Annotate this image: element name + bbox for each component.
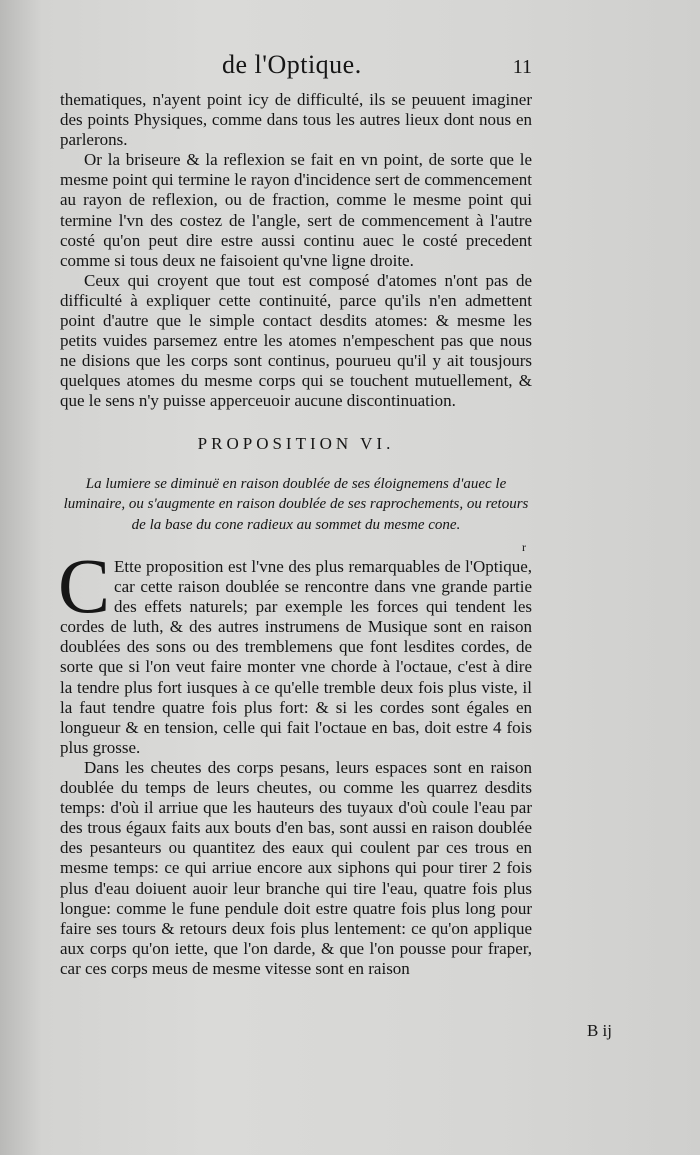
running-title: de l'Optique. (222, 50, 362, 79)
proposition-heading: PROPOSITION VI. (197, 433, 395, 453)
paragraph-refraction: Or la briseure & la reflexion se fait en vn point, de sorte que le mesme point qui termine le rayon d'incidence sert de commencement au rayon de reflexion, ou de fraction, comme le mesme point qui termine l'vn des costez de l'angle, sert de commencement à l'autre costé qu'on peut dire estre aussi continu auec le costé precedent comme si tous deux ne faisoient qu'vne ligne droite. (60, 150, 532, 270)
drop-cap: C (58, 542, 111, 629)
margin-mark: r (522, 540, 526, 554)
paragraph-atoms: Ceux qui croyent que tout est composé d'atomes n'ont pas de difficulté à expliquer cette continuité, parce qu'ils n'en admettent point d'autre que le simple contact desdits atomes: & mesme les petits vuides parsemez entre les atomes n'empeschent pas que nous ne disions que les corps sont continus, pourueu qu'il y ait tousjours quelques atomes du mesme corps qui se touchent mutuellement, & que le sens n'y puisse apperceuoir aucune discontinuation. (60, 270, 532, 411)
text-block (60, 50, 532, 979)
paragraph-continuation: thematiques, n'ayent point icy de difficulté, ils se peuuent imaginer des points Physiques, comme dans tous les autres lieux dont nous en parlerons. (60, 90, 532, 150)
paragraph-falling-bodies: Dans les cheutes des corps pesans, leurs espaces sont en raison doublée du temps de leurs cheutes, ou comme les quarrez desdits temps: d'où il arriue que les hauteurs des tuyaux d'où coule l'eau par des trous égaux faits aux bouts d'en bas, sont aussi en raison doublée des pesanteurs ou quantitez des eaux qui coulent par ces trous en mesme temps: ce qui arriue encore aux siphons qui pour tirer 2 fois plus d'eau doiuent auoir leur branche qui tire l'eau, quatre fois plus longue: comme le fune pendule doit estre quatre fois plus long pour faire ses tours & retours deux fois plus lentement: ce qu'on applique aux corps qu'on iette, que l'on darde, & que l'on pousse pour fraper, car ces corps meus de mesme vitesse sont en raison (60, 757, 532, 978)
paragraph-intro-text: Ette proposition est l'vne des plus remarquables de l'Optique, car cette raison doublée se rencontre dans vne grande partie des effets naturels; par exemple les forces qui tendent les cordes de luth, & des autres instrumens de Musique sont en raison doublées des sons ou des tremblemens que font lesdites cordes, de sorte que si l'on veut faire monter vne chorde à l'octaue, c'est à dire la tendre plus fort iusques à ce qu'elle tremble deux fois plus viste, il la faut tendre quatre fois plus fort: & si les cordes sont égales en longueur & en tension, celle qui fait l'octaue en bas, doit estre 4 fois plus grosse. (60, 557, 532, 757)
running-head (60, 50, 532, 90)
signature-mark: B ij (586, 1021, 612, 1040)
paragraph-proposition-intro (58, 542, 532, 758)
proposition-enunciation: La lumiere se diminuë en raison doublée de ses éloignemens d'auec le luminaire, ou s'augmente en raison doublée de ses raprochements, ou retours de la base du cone radieux au sommet du mesme cone. (63, 475, 529, 533)
page-number: 11 (512, 56, 532, 78)
